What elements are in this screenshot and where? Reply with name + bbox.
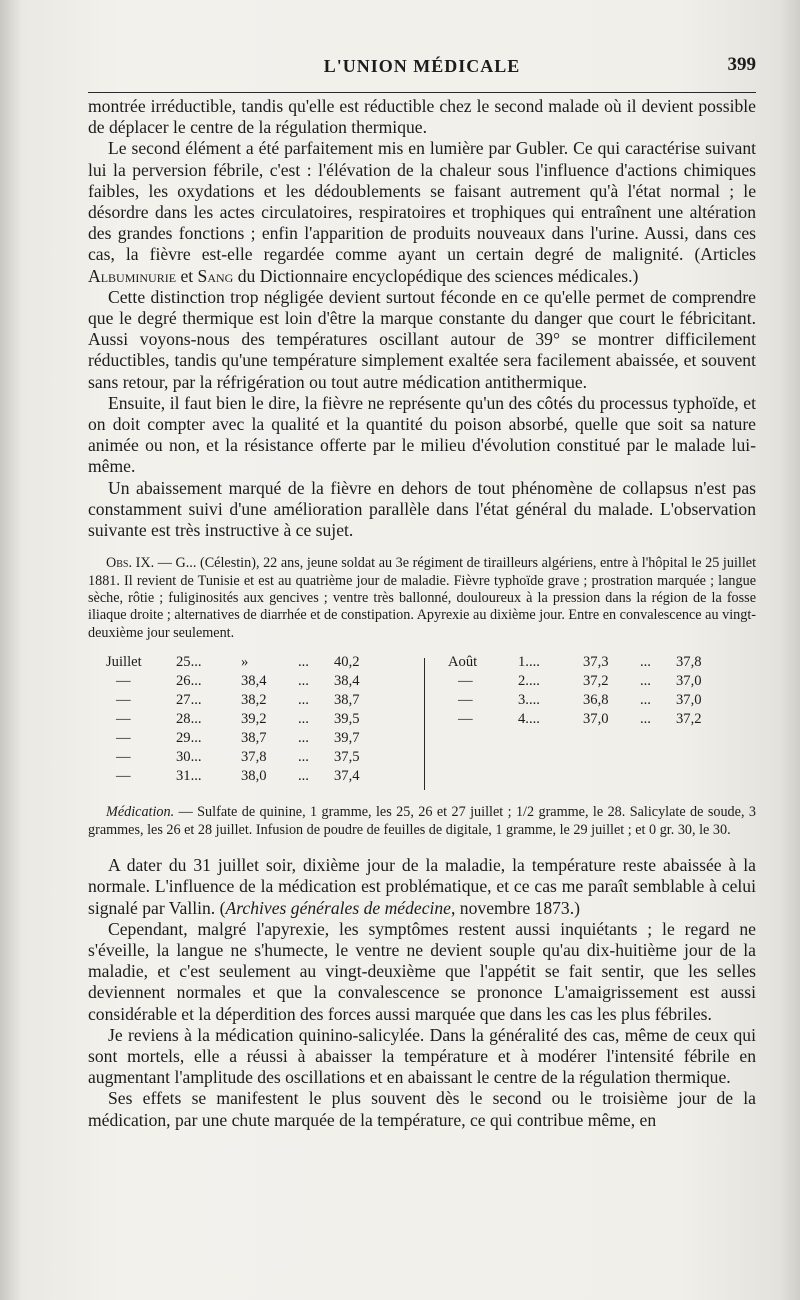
medication-note [88,804,756,839]
cell-sep: ... [640,673,651,690]
cell-day: 30... [176,749,202,766]
medication-text: — Sulfate de quinine, 1 gramme, les 25, 26 et 27 juillet ; 1/2 gramme, le 28. Salicylate de soude, 3 grammes, les 26 et 28 juillet. Infusion de poudre de feuilles de digitale, 1 gramme, le 29 juillet ; et 0 gr. 30, le 30. [88,804,756,838]
cell-evening: 39,7 [334,730,360,747]
cell-month: Août [448,654,478,671]
page-content [88,96,756,1131]
cell-month: — [116,692,131,709]
cell-morning: 38,4 [241,673,267,690]
cell-morning: 37,0 [583,711,609,728]
paragraph-1: montrée irréductible, tandis qu'elle est réductible chez le second malade où il devient possible de déplacer le centre de la régulation thermique. [88,96,756,138]
cell-morning: 39,2 [241,711,267,728]
paragraph-2-end: du Dictionnaire encyclopédique des sciences médicales.) [233,265,639,286]
cell-day: 4.... [518,711,540,728]
paragraph-2 [88,138,756,286]
paragraph-6-end: , novembre 1873.) [451,897,580,918]
cell-month: — [458,692,473,709]
observation-label: Obs. IX. — [106,555,176,572]
cell-evening: 37,0 [676,673,702,690]
medication-label: Médication. [106,804,175,821]
article-sang: Sang [197,265,234,286]
page-number: 399 [727,54,756,75]
paragraph-6-text: A dater du 31 juillet soir, dixième jour de la maladie, la température reste abaissée à la normale. L'influence de la médication est problématique, et ce cas me paraît semblable à celui signalé par Vallin. ( [88,855,756,918]
cell-month: — [116,673,131,690]
cell-sep: ... [298,711,309,728]
cell-day: 2.... [518,673,540,690]
article-albuminurie: Albuminurie [88,265,177,286]
cell-evening: 40,2 [334,654,360,671]
observation-text: G... (Célestin), 22 ans, jeune soldat au 3e régiment de tirailleurs algériens, entre à l'hôpital le 25 juillet 1881. Il revient de Tunisie et est au quatrième jour de maladie. Fièvre typhoïde grave ; prostration marquée ; langue sèche, rôtie ; fuliginosités aux gencives ; ventre très ballonné, douloureux à la pression dans la région de la fosse iliaque droite ; alternatives de diarrhée et de constipation. Apyrexie au dixième jour. Entre en convalescence au vingt-deuxième jour seulement. [88,555,757,641]
temperature-table [88,654,756,790]
archives-citation: Archives générales de médecine [225,897,451,918]
cell-evening: 38,4 [334,673,360,690]
cell-sep: ... [640,711,651,728]
cell-day: 1.... [518,654,540,671]
cell-morning: 38,2 [241,692,267,709]
table-row [106,749,406,768]
table-row [106,692,406,711]
cell-sep: ... [298,673,309,690]
cell-sep: ... [298,654,309,671]
table-row [448,654,748,673]
cell-day: 31... [176,768,202,785]
cell-morning: » [241,654,249,671]
cell-month: — [458,711,473,728]
table-right-column [448,654,748,730]
cell-day: 25... [176,654,202,671]
cell-evening: 37,8 [676,654,702,671]
cell-month: — [116,730,131,747]
cell-morning: 37,3 [583,654,609,671]
cell-morning: 37,8 [241,749,267,766]
cell-morning: 36,8 [583,692,609,709]
cell-evening: 37,5 [334,749,360,766]
cell-morning: 37,2 [583,673,609,690]
table-row [448,711,748,730]
table-row [106,768,406,787]
observation-note [88,555,756,642]
paragraph-8: Je reviens à la médication quinino-salicylée. Dans la généralité des cas, même de ceux qui sont mortels, elle a réussi à abaisser la température et à modérer l'intensité fébrile en augmentant l'amplitude des oscillations et en abaissant le centre de la régulation thermique. [88,1024,756,1088]
cell-evening: 39,5 [334,711,360,728]
cell-month: — [458,673,473,690]
cell-sep: ... [298,730,309,747]
cell-day: 27... [176,692,202,709]
table-row [106,673,406,692]
cell-day: 26... [176,673,202,690]
cell-sep: ... [298,692,309,709]
cell-sep: ... [298,749,309,766]
table-divider [424,658,425,790]
paragraph-4: Ensuite, il faut bien le dire, la fièvre ne représente qu'un des côtés du processus typhoïde, et on doit compter avec la qualité et la quantité du poison absorbé, quelle que soit sa nature animée ou non, et la résistance offerte par le milieu d'évolution constitué par le malade lui-même. [88,392,756,477]
paragraph-9: Ses effets se manifestent le plus souvent dès le second ou le troisième jour de la médication, par une chute marquée de la température, ce qui contribue même, en [88,1088,756,1130]
cell-sep: ... [640,692,651,709]
paragraph-3: Cette distinction trop négligée devient surtout féconde en ce qu'elle permet de comprendre que le degré thermique est loin d'être la marque constante du danger que court le fébricitant. Aussi voyons-nous des températures oscillant autour de 39° se montrer difficilement réductibles, tandis qu'une température simplement exaltée sera facilement abaissée, et souvent sans retour, par la réfrigération ou tout autre médication antithermique. [88,286,756,392]
running-title: L'UNION MÉDICALE [323,56,521,76]
paragraph-5: Un abaissement marqué de la fièvre en dehors de tout phénomène de collapsus n'est pas constamment suivi d'une amélioration parallèle dans l'état général du malade. L'observation suivante est très instructive à ce sujet. [88,477,756,541]
cell-month: — [116,768,131,785]
cell-evening: 37,4 [334,768,360,785]
cell-sep: ... [640,654,651,671]
paragraph-7: Cependant, malgré l'apyrexie, les symptômes restent aussi inquiétants ; le regard ne s'éveille, la langue ne s'humecte, le ventre ne devient souple qu'au dix-huitième jour de la maladie, et c'est seulement au vingt-deuxième que l'appétit se fait sentir, que les selles deviennent normales et que la convalescence se prononce L'amaigrissement est aussi considérable et la déperdition des forces aussi marquée que dans les cas les plus fébriles. [88,918,756,1024]
cell-evening: 37,0 [676,692,702,709]
cell-evening: 37,2 [676,711,702,728]
cell-day: 3.... [518,692,540,709]
cell-day: 28... [176,711,202,728]
paragraph-2-text: Le second élément a été parfaitement mis en lumière par Gubler. Ce qui caractérise suivant lui la perversion fébrile, c'est : l'élévation de la chaleur sous l'influence d'actions chimiques faibles, les oxydations et les dédoublements se faisant autrement qu'à l'état normal ; le désordre dans les actes circulatoires, respiratoires et trophiques qui entraînent une altération des grandes fonctions ; enfin l'apparition de produits nouveaux dans l'urine. Aussi, dans ces cas, la fièvre est-elle regardée comme ayant un certain degré de malignité. (Articles [88,138,756,265]
cell-evening: 38,7 [334,692,360,709]
table-row [106,654,406,673]
cell-month: Juillet [106,654,142,671]
table-row [448,692,748,711]
header-rule [88,92,756,93]
paragraph-6 [88,855,756,919]
cell-month: — [116,749,131,766]
cell-sep: ... [298,768,309,785]
paragraph-2-mid: et [176,265,198,286]
cell-day: 29... [176,730,202,747]
table-row [448,673,748,692]
table-row [106,730,406,749]
cell-morning: 38,0 [241,768,267,785]
table-row [106,711,406,730]
cell-morning: 38,7 [241,730,267,747]
table-left-column [106,654,406,787]
page-header [88,50,756,80]
cell-month: — [116,711,131,728]
